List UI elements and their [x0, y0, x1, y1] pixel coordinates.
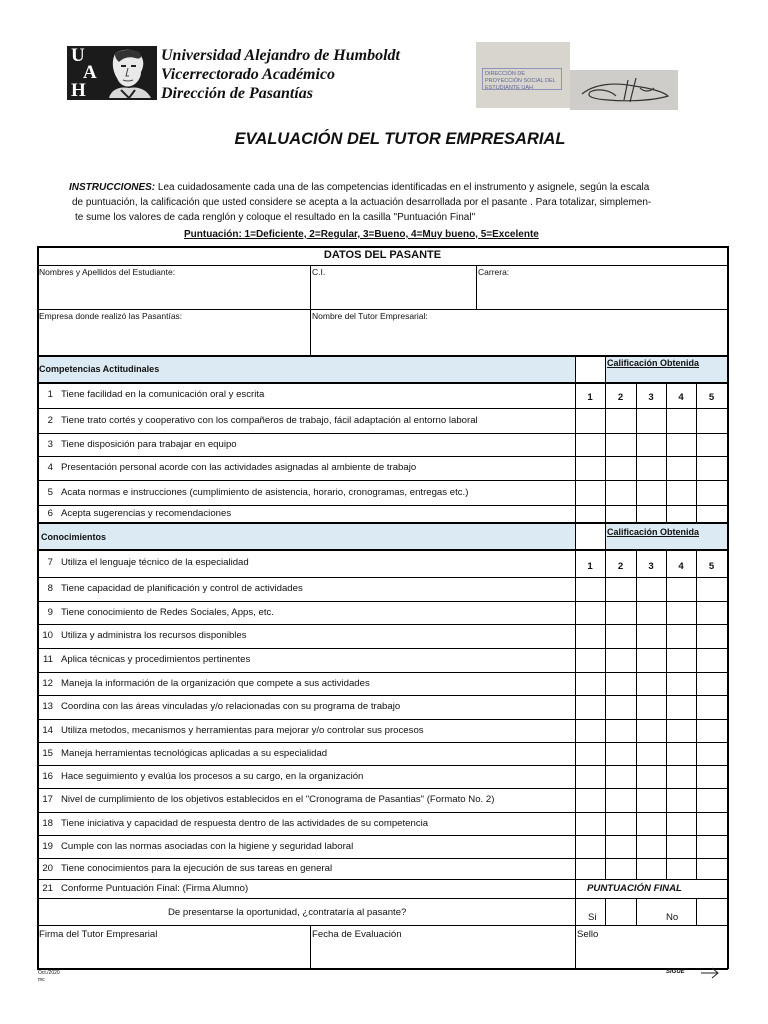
section-conocimientos-title: Conocimientos [41, 532, 107, 542]
conocimientos-score-1: 1 [587, 560, 593, 572]
evaluation-date-label: Fecha de Evaluación [312, 929, 402, 940]
conocimiento-item-text: Tiene capacidad de planificación y control de actividades [61, 583, 303, 594]
grid-line [37, 925, 728, 926]
ci-label: C.I. [312, 267, 326, 277]
grid-line [37, 601, 728, 602]
conocimiento-item-num: 19 [42, 840, 53, 852]
form-code-initials: mc [38, 977, 45, 983]
grid-line [310, 265, 311, 356]
section-actitudinales-calificacion: Calificación Obtenida [607, 358, 700, 368]
grid-line [37, 246, 728, 248]
instructions-label: INSTRUCCIONES: [69, 182, 156, 193]
grid-line [37, 648, 728, 649]
grid-line [310, 925, 311, 969]
logo-letter-a: A [83, 62, 97, 83]
form-code-date: Oct./2020 [38, 970, 60, 976]
grid-line [37, 577, 728, 578]
grid-line [37, 309, 728, 310]
conocimientos-score-2: 2 [617, 560, 624, 572]
page-title: EVALUACIÓN DEL TUTOR EMPRESARIAL [234, 130, 566, 148]
conocimiento-item-num: 21 [42, 882, 53, 894]
grid-line [696, 549, 697, 880]
section-conocimientos-header [38, 524, 575, 549]
grid-line [666, 549, 667, 880]
grid-line [37, 719, 728, 720]
section-conocimientos-calificacion: Calificación Obtenida [607, 527, 700, 537]
datos-pasante-title: DATOS DEL PASANTE [323, 249, 442, 261]
conocimiento-item-num: 20 [42, 862, 53, 874]
competencia-item-text: Acepta sugerencias y recomendaciones [61, 507, 232, 519]
official-stamp [476, 42, 570, 108]
grid-line [37, 265, 728, 266]
instructions-line-2: de puntuación, la calificación que usted considere se acepta a la actuación desarrollada por el pasante . Para totalizar, simplemen- [72, 197, 652, 208]
grid-line [575, 898, 576, 969]
grid-line [37, 788, 728, 789]
grid-line [37, 672, 728, 673]
actitudinales-score-3: 3 [648, 392, 654, 403]
logo-letter-u: U [71, 45, 85, 66]
direccion-name: Dirección de Pasantías [161, 85, 313, 102]
competencia-item-num: 5 [47, 486, 53, 498]
conocimiento-item-text: Cumple con las normas asociadas con la higiene y seguridad laboral [61, 840, 354, 852]
grid-line [605, 549, 606, 880]
hire-no-label: No [666, 912, 679, 923]
competencia-item-num: 1 [47, 389, 53, 400]
conocimientos-score-5: 5 [708, 560, 715, 572]
puntuacion-final-label: PUNTUACIÓN FINAL [587, 883, 682, 894]
actitudinales-score-4: 4 [678, 392, 684, 403]
actitudinales-score-5: 5 [708, 392, 715, 403]
signature-image [570, 70, 678, 110]
conocimiento-item-text: Maneja la información de la organización que compete a sus actividades [61, 677, 370, 689]
grid-line [37, 858, 728, 859]
grid-line [37, 549, 728, 551]
grid-line [476, 265, 477, 310]
grid-line [37, 624, 728, 625]
hire-question: De presentarse la oportunidad, ¿contrataría al pasante? [168, 907, 407, 918]
conocimiento-item-num: 18 [42, 817, 53, 829]
grid-line [37, 355, 728, 357]
section-actitudinales-title: Competencias Actitudinales [39, 364, 160, 374]
competencia-item-text: Tiene facilidad en la comunicación oral y escrita [61, 389, 265, 400]
conocimiento-item-text: Tiene iniciativa y capacidad de respuesta dentro de las actividades de su competencia [61, 817, 429, 829]
grid-line [636, 898, 637, 926]
carrera-label: Carrera: [478, 267, 510, 277]
conocimiento-item-text: Tiene conocimientos para la ejecución de sus tareas en general [61, 862, 333, 874]
grid-line [37, 382, 728, 384]
conocimiento-item-num: 17 [42, 794, 53, 805]
grid-line [37, 456, 728, 457]
university-logo [67, 46, 157, 100]
conocimiento-item-text: Nivel de cumplimiento de los objetivos establecidos en el "Cronograma de Pasantias" (Formato No. 2) [61, 794, 495, 805]
grid-line [605, 898, 606, 926]
grid-line [37, 522, 728, 524]
grid-line [636, 549, 637, 880]
conocimiento-item-text: Utiliza metodos, mecanismos y herramientas para mejorar y/o controlar sus procesos [61, 724, 424, 736]
grid-line [37, 742, 728, 743]
conocimiento-item-num: 13 [42, 701, 53, 712]
stamp-text: DIRECCIÓN DE PROYECCIÓN SOCIAL DEL ESTUDIANTE UAH [482, 68, 562, 90]
conocimiento-item-num: 10 [42, 630, 53, 641]
tutor-signature-label: Firma del Tutor Empresarial [39, 929, 158, 940]
grid-line [37, 480, 728, 481]
empresa-label: Empresa donde realizó las Pasantías: [39, 311, 183, 321]
grid-line [696, 898, 697, 926]
conocimiento-item-num: 16 [42, 770, 53, 782]
instructions-line-1: Lea cuidadosamente cada una de las competencias identificadas en el instrumento y asignele, según la escala [155, 182, 650, 193]
actitudinales-score-2: 2 [617, 392, 624, 403]
conocimiento-item-num: 12 [42, 677, 53, 689]
grid-line [605, 382, 606, 523]
conocimiento-item-text: Aplica técnicas y procedimientos pertinentes [61, 654, 251, 665]
seal-label: Sello [577, 929, 599, 940]
hire-yes-label: Si [588, 912, 597, 923]
instructions-line-3: te sume los valores de cada renglón y coloque el resultado en la casilla "Puntuación Final" [75, 212, 476, 223]
vicerrectorado-name: Vicerrectorado Académico [161, 66, 336, 83]
scoring-scale: Puntuación: 1=Deficiente, 2=Regular, 3=Bueno, 4=Muy bueno, 5=Excelente [184, 229, 539, 240]
tutor-name-label: Nombre del Tutor Empresarial: [312, 311, 428, 321]
competencia-item-num: 3 [47, 438, 53, 450]
conocimiento-item-num: 11 [43, 654, 53, 665]
conocimiento-item-text: Tiene conocimiento de Redes Sociales, Apps, etc. [61, 606, 274, 618]
conocimiento-item-text: Utiliza y administra los recursos disponibles [61, 630, 247, 641]
grid-line [575, 522, 576, 899]
student-name-label: Nombres y Apellidos del Estudiante: [39, 267, 176, 277]
conocimiento-item-text: Maneja herramientas tecnológicas aplicadas a su especialidad [61, 747, 328, 759]
grid-line [636, 382, 637, 523]
competencia-item-text: Acata normas e instrucciones (cumplimiento de asistencia, horario, cronogramas, entregas etc.) [61, 486, 469, 498]
instructions [69, 180, 679, 225]
competencia-item-text: Tiene disposición para trabajar en equipo [61, 438, 237, 450]
conocimiento-item-num: 15 [42, 747, 53, 759]
conocimiento-item-text: Hace seguimiento y evalúa los procesos a su cargo, en la organización [61, 770, 364, 782]
conocimiento-item-num: 8 [47, 583, 53, 594]
logo-letter-h: H [71, 80, 86, 101]
grid-line [37, 433, 728, 434]
continues-label: SIGUE [666, 969, 685, 975]
grid-line [666, 382, 667, 523]
grid-line [37, 695, 728, 696]
conocimiento-item-text: Conforme Puntuación Final: (Firma Alumno) [61, 882, 249, 894]
conocimiento-item-num: 7 [47, 557, 53, 568]
grid-line [696, 382, 697, 523]
competencia-item-num: 4 [47, 462, 53, 473]
conocimientos-score-4: 4 [678, 560, 684, 572]
arrow-right-icon [700, 967, 720, 979]
grid-line [37, 765, 728, 766]
form-code [38, 970, 60, 984]
grid-line [37, 879, 728, 880]
competencia-item-text: Tiene trato cortés y cooperativo con los compañeros de trabajo, fácil adaptación al entorno laboral [61, 414, 478, 426]
conocimiento-item-text: Utiliza el lenguaje técnico de la especialidad [61, 557, 249, 568]
conocimiento-item-num: 14 [42, 724, 53, 736]
university-name: Universidad Alejandro de Humboldt [161, 47, 400, 64]
conocimiento-item-text: Coordina con las áreas vinculadas y/o relacionadas con su programa de trabajo [61, 701, 401, 712]
conocimientos-score-3: 3 [648, 560, 654, 572]
grid-line [37, 812, 728, 813]
competencia-item-text: Presentación personal acorde con las actividades asignadas al ambiente de trabajo [61, 462, 417, 473]
grid-line [37, 835, 728, 836]
competencia-item-num: 6 [47, 507, 53, 519]
competencia-item-num: 2 [47, 414, 53, 426]
grid-line [37, 968, 728, 970]
grid-line [605, 522, 606, 550]
grid-line [37, 408, 728, 409]
grid-line [37, 505, 728, 506]
grid-line [37, 898, 728, 899]
grid-line [575, 355, 576, 523]
actitudinales-score-1: 1 [587, 392, 593, 403]
conocimiento-item-num: 9 [47, 606, 53, 618]
humboldt-portrait-icon [101, 48, 153, 98]
